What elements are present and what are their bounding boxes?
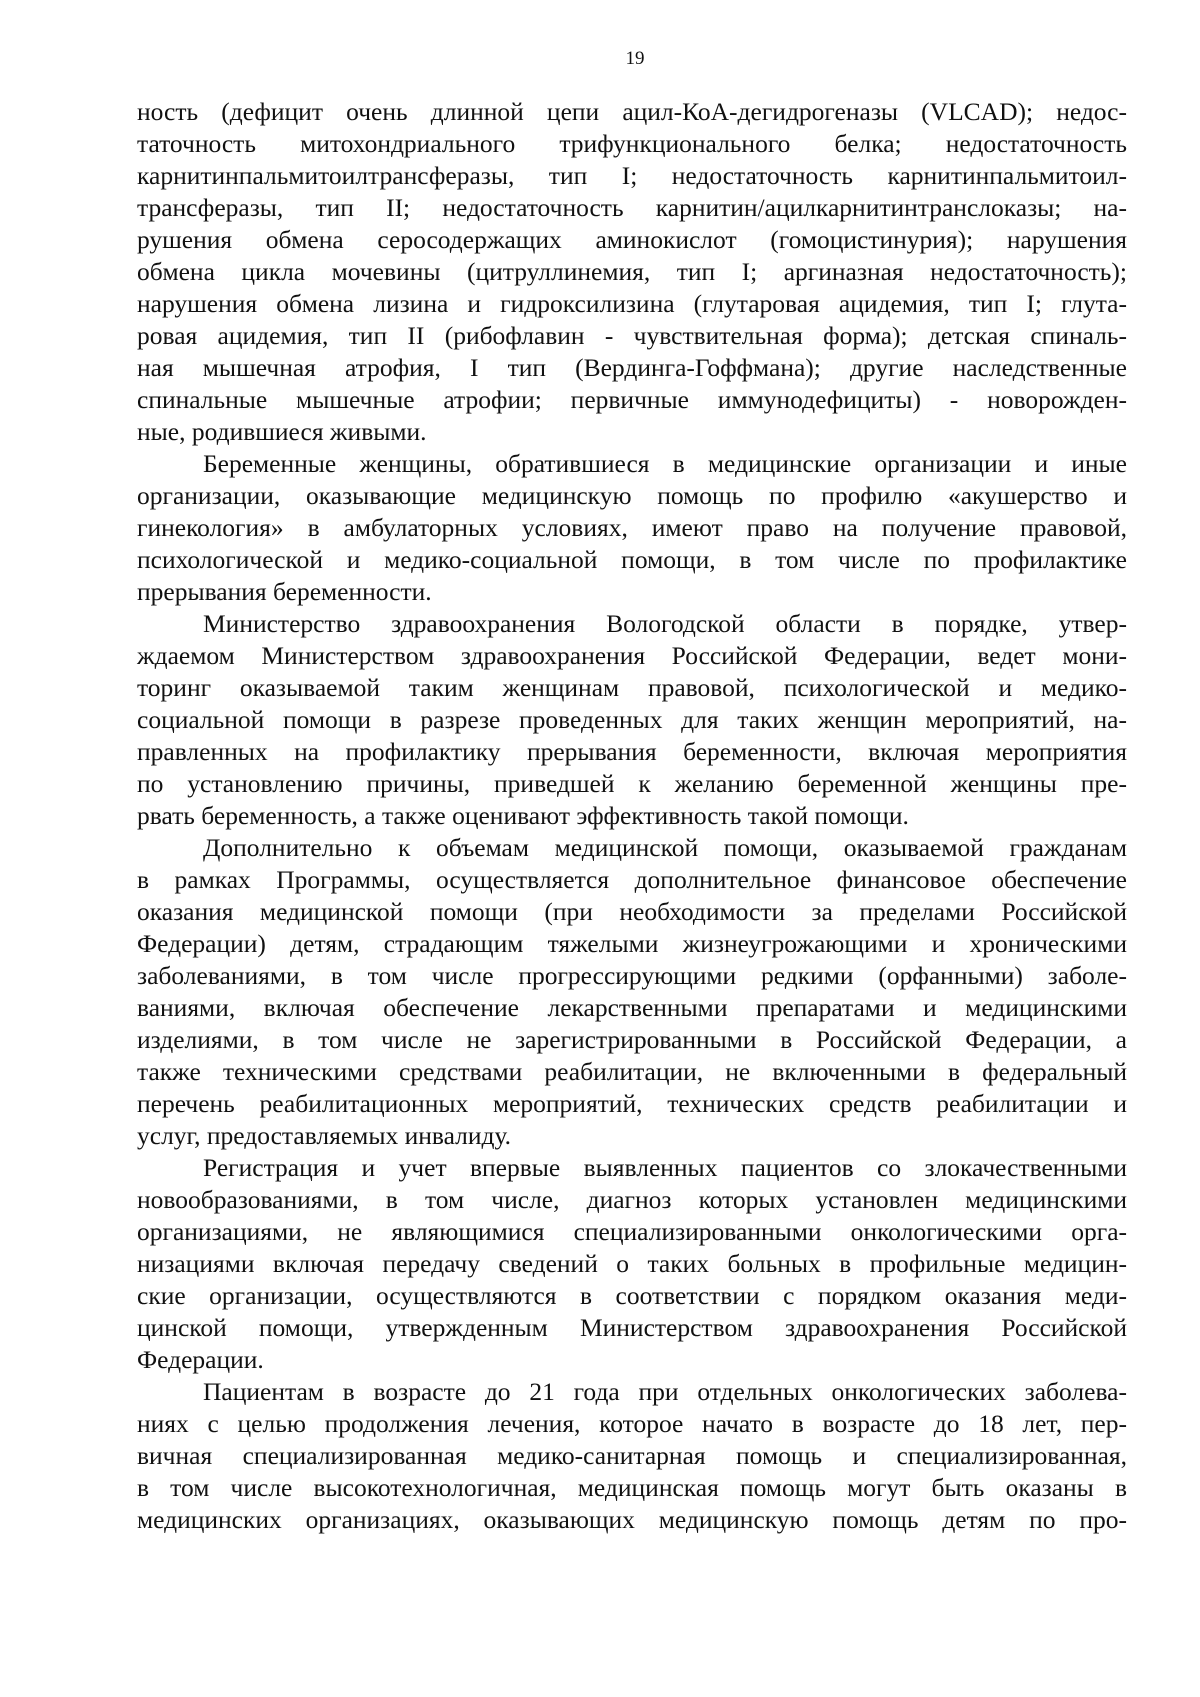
text-line: карнитинпальмитоилтрансферазы, тип I; недостаточность карнитинпальмитоил- [137,161,1127,190]
text-line: Дополнительно к объемам медицинской помощи, оказываемой гражданам [203,833,1127,862]
text-line: Регистрация и учет впервые выявленных пациентов со злокачественными [203,1153,1127,1182]
text-line: также техническими средствами реабилитации, не включенными в федеральный [137,1057,1127,1086]
text-line: обмена цикла мочевины (цитруллинемия, тип I; аргиназная недостаточность); [137,257,1127,286]
paragraph [137,448,1127,608]
text-line: в том числе высокотехнологичная, медицинская помощь могут быть оказаны в [137,1473,1127,1502]
text-line: рвать беременность, а также оценивают эффективность такой помощи. [137,801,909,830]
text-line: рушения обмена серосодержащих аминокислот (гомоцистинурия); нарушения [137,225,1127,254]
text-line: таточность митохондриального трифункционального белка; недостаточность [137,129,1127,158]
text-line: организациями, не являющимися специализированными онкологическими орга- [137,1217,1127,1246]
document-body [137,96,1127,1536]
text-line: ждаемом Министерством здравоохранения Российской Федерации, ведет мони- [137,641,1127,670]
text-line: гинекология» в амбулаторных условиях, имеют право на получение правовой, [137,513,1127,542]
paragraph [137,96,1127,448]
text-line: оказания медицинской помощи (при необходимости за пределами Российской [137,897,1127,926]
text-line: торинг оказываемой таким женщинам правовой, психологической и медико- [137,673,1127,702]
text-line: цинской помощи, утвержденным Министерством здравоохранения Российской [137,1313,1127,1342]
text-line: изделиями, в том числе не зарегистрированными в Российской Федерации, а [137,1025,1127,1054]
paragraph [137,832,1127,1152]
text-line: Пациентам в возрасте до 21 года при отдельных онкологических заболева- [203,1377,1127,1406]
text-line: правленных на профилактику прерывания беременности, включая мероприятия [137,737,1127,766]
text-line: услуг, предоставляемых инвалиду. [137,1121,512,1150]
paragraph [137,1376,1127,1536]
text-line: ниях с целью продолжения лечения, которое начато в возрасте до 18 лет, пер- [137,1409,1127,1438]
text-line: ровая ацидемия, тип II (рибофлавин - чувствительная форма); детская спиналь- [137,321,1127,350]
paragraph [137,608,1127,832]
text-line: Федерации. [137,1345,264,1374]
text-line: ваниями, включая обеспечение лекарственными препаратами и медицинскими [137,993,1127,1022]
text-line: прерывания беременности. [137,577,432,606]
text-line: новообразованиями, в том числе, диагноз которых установлен медицинскими [137,1185,1127,1214]
text-line: ные, родившиеся живыми. [137,417,427,446]
text-line: нарушения обмена лизина и гидроксилизина (глутаровая ацидемия, тип I; глута- [137,289,1127,318]
text-line: низациями включая передачу сведений о таких больных в профильные медицин- [137,1249,1127,1278]
text-line: Министерство здравоохранения Вологодской области в порядке, утвер- [203,609,1127,638]
text-line: вичная специализированная медико-санитарная помощь и специализированная, [137,1441,1127,1470]
paragraph [137,1152,1127,1376]
text-line: организации, оказывающие медицинскую помощь по профилю «акушерство и [137,481,1127,510]
text-line: по установлению причины, приведшей к желанию беременной женщины пре- [137,769,1127,798]
text-line: ские организации, осуществляются в соответствии с порядком оказания меди- [137,1281,1127,1310]
text-line: трансферазы, тип II; недостаточность карнитин/ацилкарнитинтранслоказы; на- [137,193,1127,222]
page-number: 19 [625,48,645,69]
text-line: ная мышечная атрофия, I тип (Вердинга-Гоффмана); другие наследственные [137,353,1127,382]
text-line: психологической и медико-социальной помощи, в том числе по профилактике [137,545,1127,574]
text-line: ность (дефицит очень длинной цепи ацил-КоА-дегидрогеназы (VLCAD); недос- [137,97,1127,126]
text-line: спинальные мышечные атрофии; первичные иммунодефициты) - новорожден- [137,385,1127,414]
text-line: заболеваниями, в том числе прогрессирующими редкими (орфанными) заболе- [137,961,1127,990]
text-line: Беременные женщины, обратившиеся в медицинские организации и иные [203,449,1127,478]
text-line: социальной помощи в разрезе проведенных для таких женщин мероприятий, на- [137,705,1127,734]
text-line: перечень реабилитационных мероприятий, технических средств реабилитации и [137,1089,1127,1118]
text-line: в рамках Программы, осуществляется дополнительное финансовое обеспечение [137,865,1127,894]
text-line: медицинских организациях, оказывающих медицинскую помощь детям по про- [137,1505,1127,1534]
text-line: Федерации) детям, страдающим тяжелыми жизнеугрожающими и хроническими [137,929,1127,958]
